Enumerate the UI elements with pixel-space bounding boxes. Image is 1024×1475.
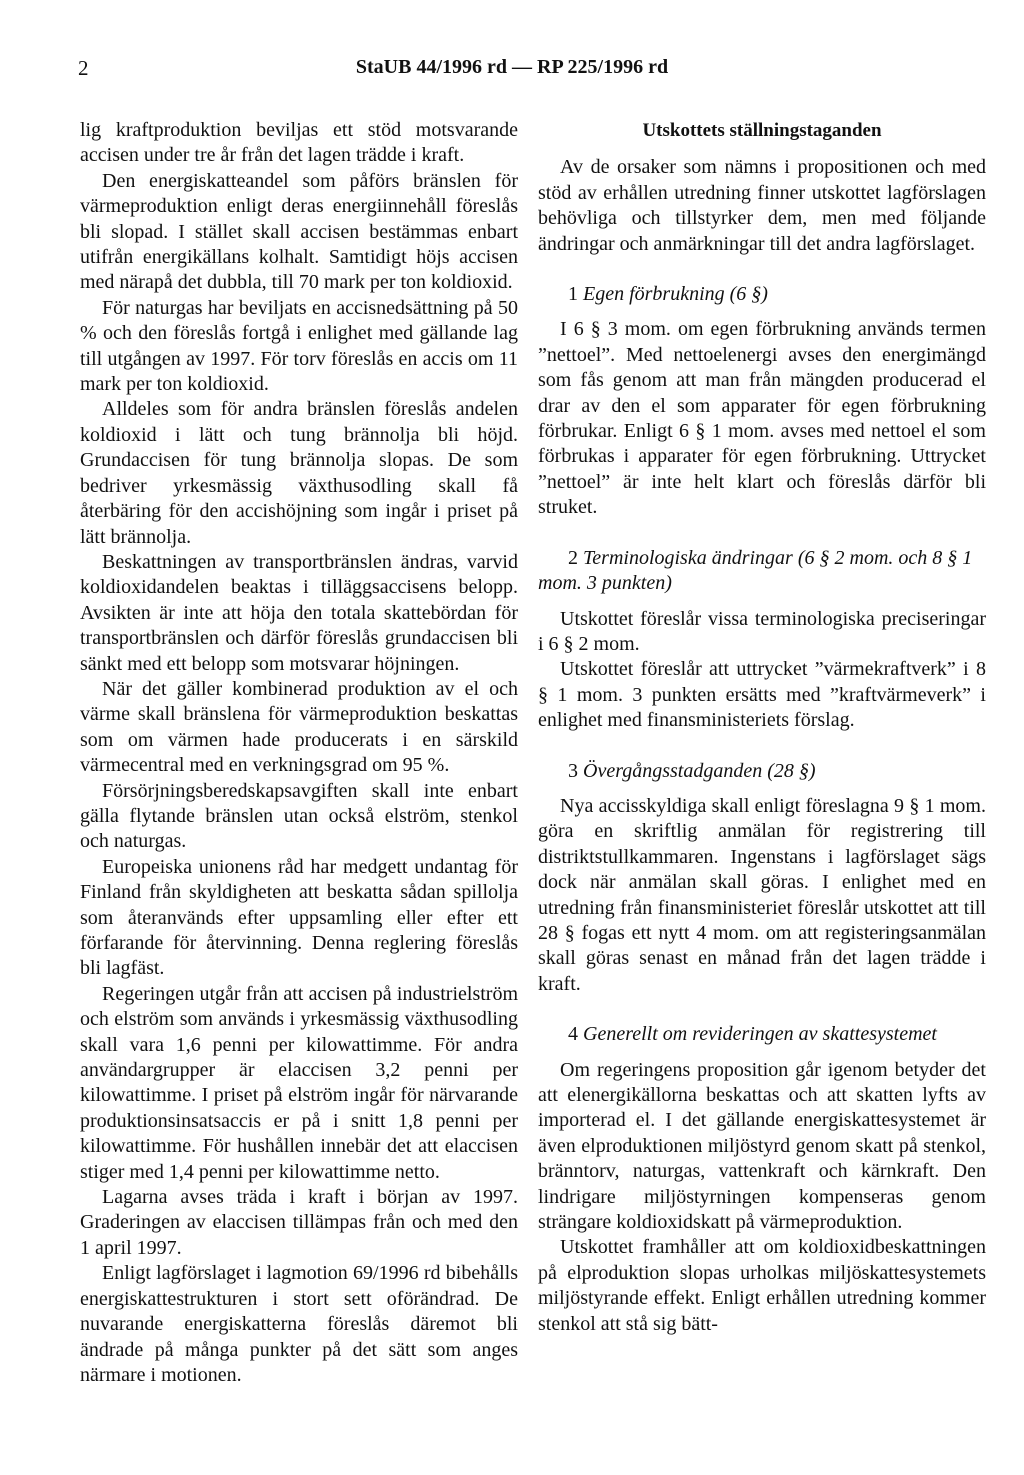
paragraph: För naturgas har beviljats en accisnedsättning på 50 % och den föreslås fortgå i enlighet med gällande lag till utgången av 1997. För torv föreslås en accis om 11 mark per ton koldioxid. xyxy=(80,296,518,396)
paragraph: Regeringen utgår från att accisen på industrielström och elström som används i yrkesmässig växthusodling skall vara 1,6 penni per kilowattimme. För andra användargrupper är elaccisen 3,2 penni per kilowattimme. I priset på elström ingår för närvarande produktionsinsatsaccis er på i snitt 1,8 penni per kilowattimme. För hushållen innebär det att elaccisen stiger med 1,4 penni per kilowattimme netto. xyxy=(80,982,518,1183)
paragraph: I 6 § 3 mom. om egen förbrukning används termen ”nettoel”. Med nettoelenergi avses den energimängd som fås genom att man från mängden producerad el drar av den el som apparater för egen förbrukning förbrukar. Enligt 6 § 1 mom. avses med nettoel el som förbrukas i apparater för egen förbrukning. Uttrycket ”nettoel” är inte helt klart och föreslås därför bli struket. xyxy=(538,318,986,519)
subsection-number: 3 xyxy=(568,759,578,782)
paragraph: Försörjningsberedskapsavgiften skall inte enbart gälla flytande bränslen utan också elström, stenkol och naturgas. xyxy=(80,779,518,853)
page-number: 2 xyxy=(78,56,89,80)
section-heading: Utskottets ställningstaganden xyxy=(642,120,882,141)
intro-paragraph: Av de orsaker som nämns i propositionen och med stöd av erhållen utredning finner utskottet lagförslagen behövliga och tillstyrker dem, men med följande ändringar och anmärkningar till det andra lagförslaget. xyxy=(538,156,986,255)
subsection-title: Egen förbrukning (6 §) xyxy=(583,283,768,306)
paragraph: Utskottet föreslår att uttrycket ”värmekraftverk” i 8 § 1 mom. 3 punkten ersätts med ”kraftvärmeverk” i enlighet med finansministeriets förslag. xyxy=(538,658,986,732)
paragraph: Enligt lagförslaget i lagmotion 69/1996 rd bibehålls energiskattestrukturen i stort sett oförändrad. De nuvarande energiskatterna föreslås däremot bli ändrade på många punkter på det sätt som anges närmare i motionen. xyxy=(80,1262,518,1386)
paragraph: lig kraftproduktion beviljas ett stöd motsvarande accisen under tre år från det lagen trädde i kraft. xyxy=(80,119,518,167)
subsection-title: Övergångsstadganden (28 §) xyxy=(583,759,816,782)
left-column xyxy=(80,118,518,1388)
paragraph: Utskottet föreslår vissa terminologiska preciseringar i 6 § 2 mom. xyxy=(538,607,986,655)
subsection-heading xyxy=(538,1022,986,1047)
subsection-number: 4 xyxy=(568,1023,578,1046)
paragraph: Beskattningen av transportbränslen ändras, varvid koldioxidandelen beaktas i tilläggsaccisens belopp. Avsikten är inte att höja den totala skattebördan för transportbränslen och därför föreslås grundaccisen bli sänkt med ett belopp som motsvarar höjningen. xyxy=(80,550,518,675)
paragraph: Den energiskatteandel som påförs bränslen för värmeproduktion enligt deras energiinnehåll föreslås bli slopad. I stället skall accisen bestämmas enbart utifrån energikällans kolhalt. Samtidigt höjs accisen med närapå det dubbla, till 70 mark per ton koldioxid. xyxy=(80,169,518,294)
paragraph: Alldeles som för andra bränslen föreslås andelen koldioxid i lätt och tung brännolja bli höjd. Grundaccisen för tung brännolja slopas. De som bedriver yrkesmässig växthusodling skall få återbäring för den accishöjning som ingår i priset på lätt brännolja. xyxy=(80,398,518,548)
paragraph: Om regeringens proposition går igenom betyder det att elenergikällorna beskattas och att skatten lyfts av importerad el. I det gällande energiskattesystemet är även elproduktionen miljöstyrd genom skatt på stenkol, bränntorv, naturgas, vattenkraft och kärnkraft. Den lindrigare miljöstyrningen kompenseras genom strängare koldioxidskatt på värmeproduktion. xyxy=(538,1058,986,1234)
subsection-heading xyxy=(538,759,986,784)
running-head: StaUB 44/1996 rd — RP 225/1996 rd xyxy=(355,56,669,78)
paragraph: Nya accisskyldiga skall enligt föreslagna 9 § 1 mom. göra en skriftlig anmälan för registrering till distriktstullkammaren. Ingenstans i lagförslaget sägs dock när anmälan skall göras. I enlighet med en utredning från finansministeriet föreslår utskottet att till 28 § fogas ett nytt 4 mom. om att registeringsanmälan skall göras senast en månad från det lagen trädde i kraft. xyxy=(538,794,986,995)
subsection-number: 1 xyxy=(568,283,578,306)
subsection-title: Terminologiska ändringar (6 § 2 mom. och 8 § 1 mom. 3 punkten) xyxy=(538,546,973,595)
right-column xyxy=(538,118,986,1337)
paragraph: Lagarna avses träda i kraft i början av 1997. Graderingen av elaccisen tillämpas från och med den 1 april 1997. xyxy=(80,1186,518,1259)
subsection-heading xyxy=(538,546,986,597)
subsection-number: 2 xyxy=(568,546,578,569)
subsection-heading xyxy=(538,282,986,307)
paragraph: Europeiska unionens råd har medgett undantag för Finland från skyldigheten att beskatta sådan spillolja som återanvänds efter uppsamling eller efter ett förfarande för återvinning. Denna reglering föreslås bli lagfäst. xyxy=(80,855,518,980)
paragraph: Utskottet framhåller att om koldioxidbeskattningen på elproduktion slopas urholkas miljöskattesystemets miljöstyrande effekt. Enligt erhållen utredning kommer stenkol att stå sig bätt- xyxy=(538,1236,986,1335)
paragraph: När det gäller kombinerad produktion av el och värme skall bränslena för värmeproduktion beskattas som om värmen hade producerats i en särskild värmecentral med en verkningsgrad om 95 %. xyxy=(80,677,518,777)
subsection-title: Generellt om revideringen av skattesystemet xyxy=(583,1023,937,1046)
